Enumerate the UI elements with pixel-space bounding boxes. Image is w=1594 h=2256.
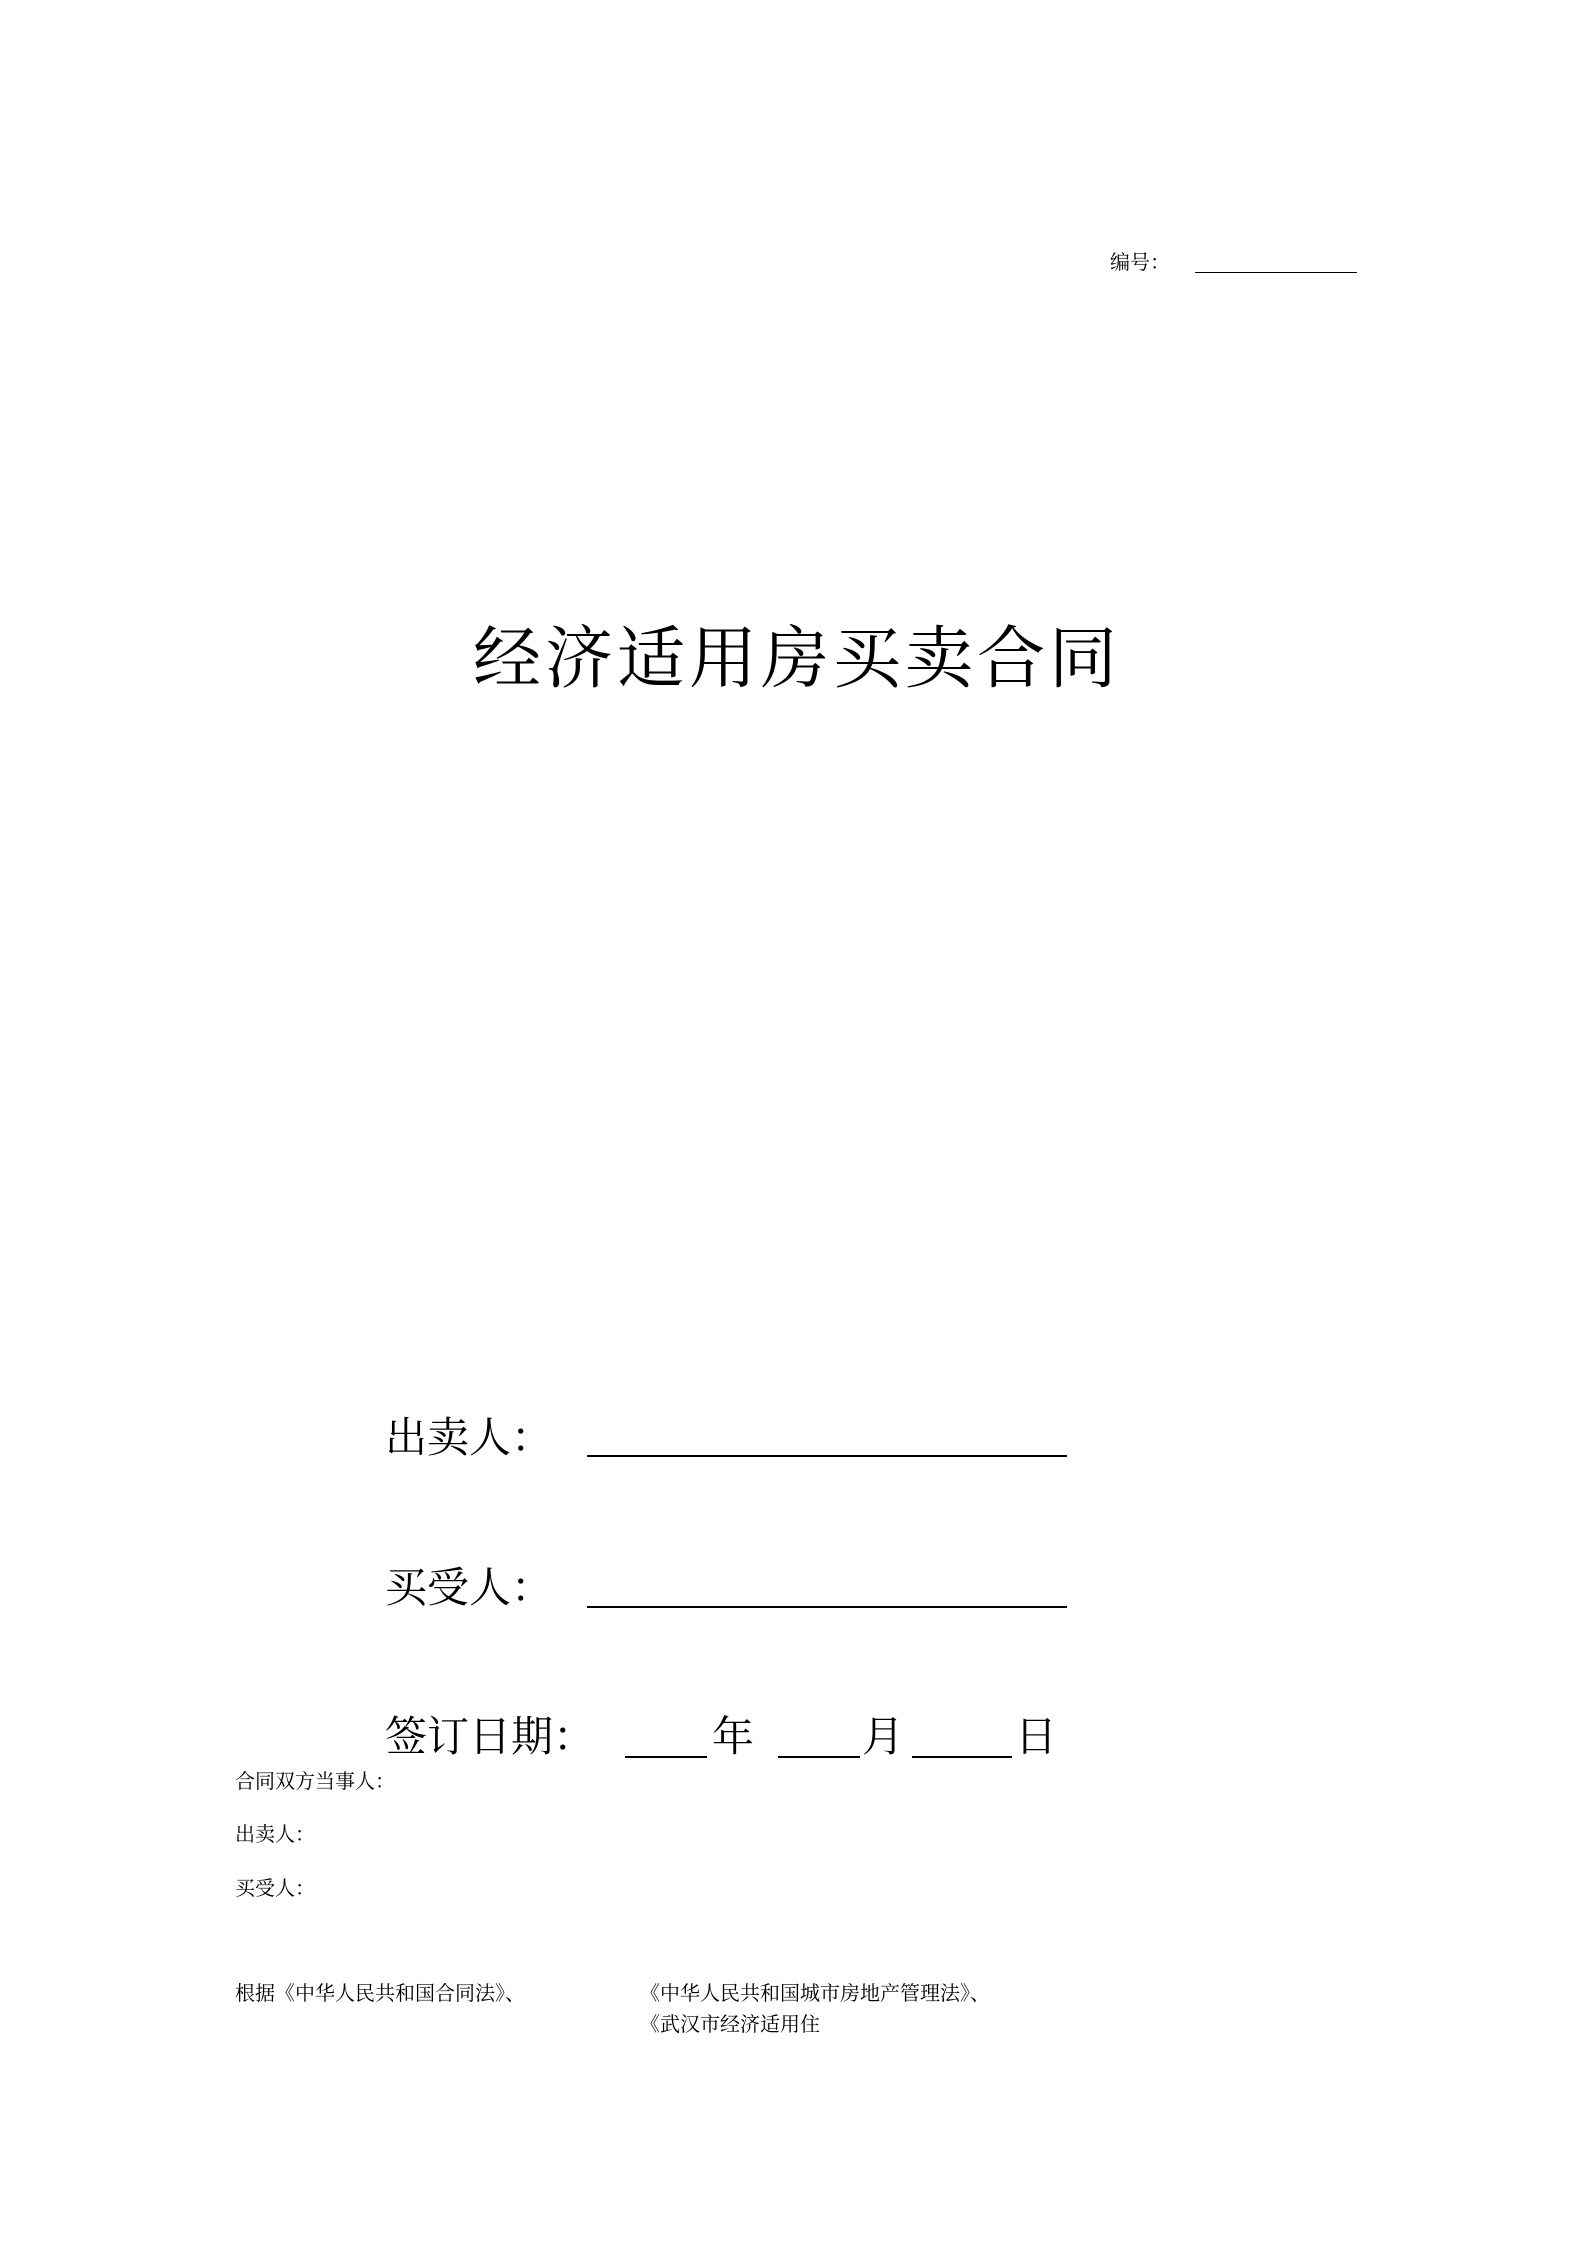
legal-basis-text-1: 根据《中华人民共和国合同法》、: [235, 1981, 525, 2005]
cover-seller-label: 出卖人：: [385, 1413, 554, 1462]
body-buyer-label: 买受人：: [235, 1876, 315, 1900]
cover-seller-blank: [587, 1455, 1067, 1457]
legal-basis-text-3: 《武汉市经济适用住: [640, 2012, 820, 2036]
sign-date-label: 签订日期：: [385, 1712, 596, 1761]
cover-buyer-label: 买受人：: [385, 1563, 554, 1612]
legal-basis-text-2: 《中华人民共和国城市房地产管理法》、: [640, 1981, 990, 2005]
year-unit: 年: [712, 1712, 755, 1761]
month-unit: 月: [862, 1712, 905, 1761]
parties-heading: 合同双方当事人：: [235, 1769, 395, 1793]
month-blank: [778, 1756, 860, 1758]
day-blank: [912, 1756, 1012, 1758]
contract-number-label: 编号：: [1110, 250, 1170, 274]
cover-buyer-blank: [587, 1606, 1067, 1608]
document-title: 经济适用房买卖合同: [472, 620, 1121, 699]
year-blank: [625, 1756, 707, 1758]
contract-number-blank: [1195, 272, 1357, 273]
day-unit: 日: [1015, 1712, 1058, 1761]
body-seller-label: 出卖人：: [235, 1822, 315, 1846]
